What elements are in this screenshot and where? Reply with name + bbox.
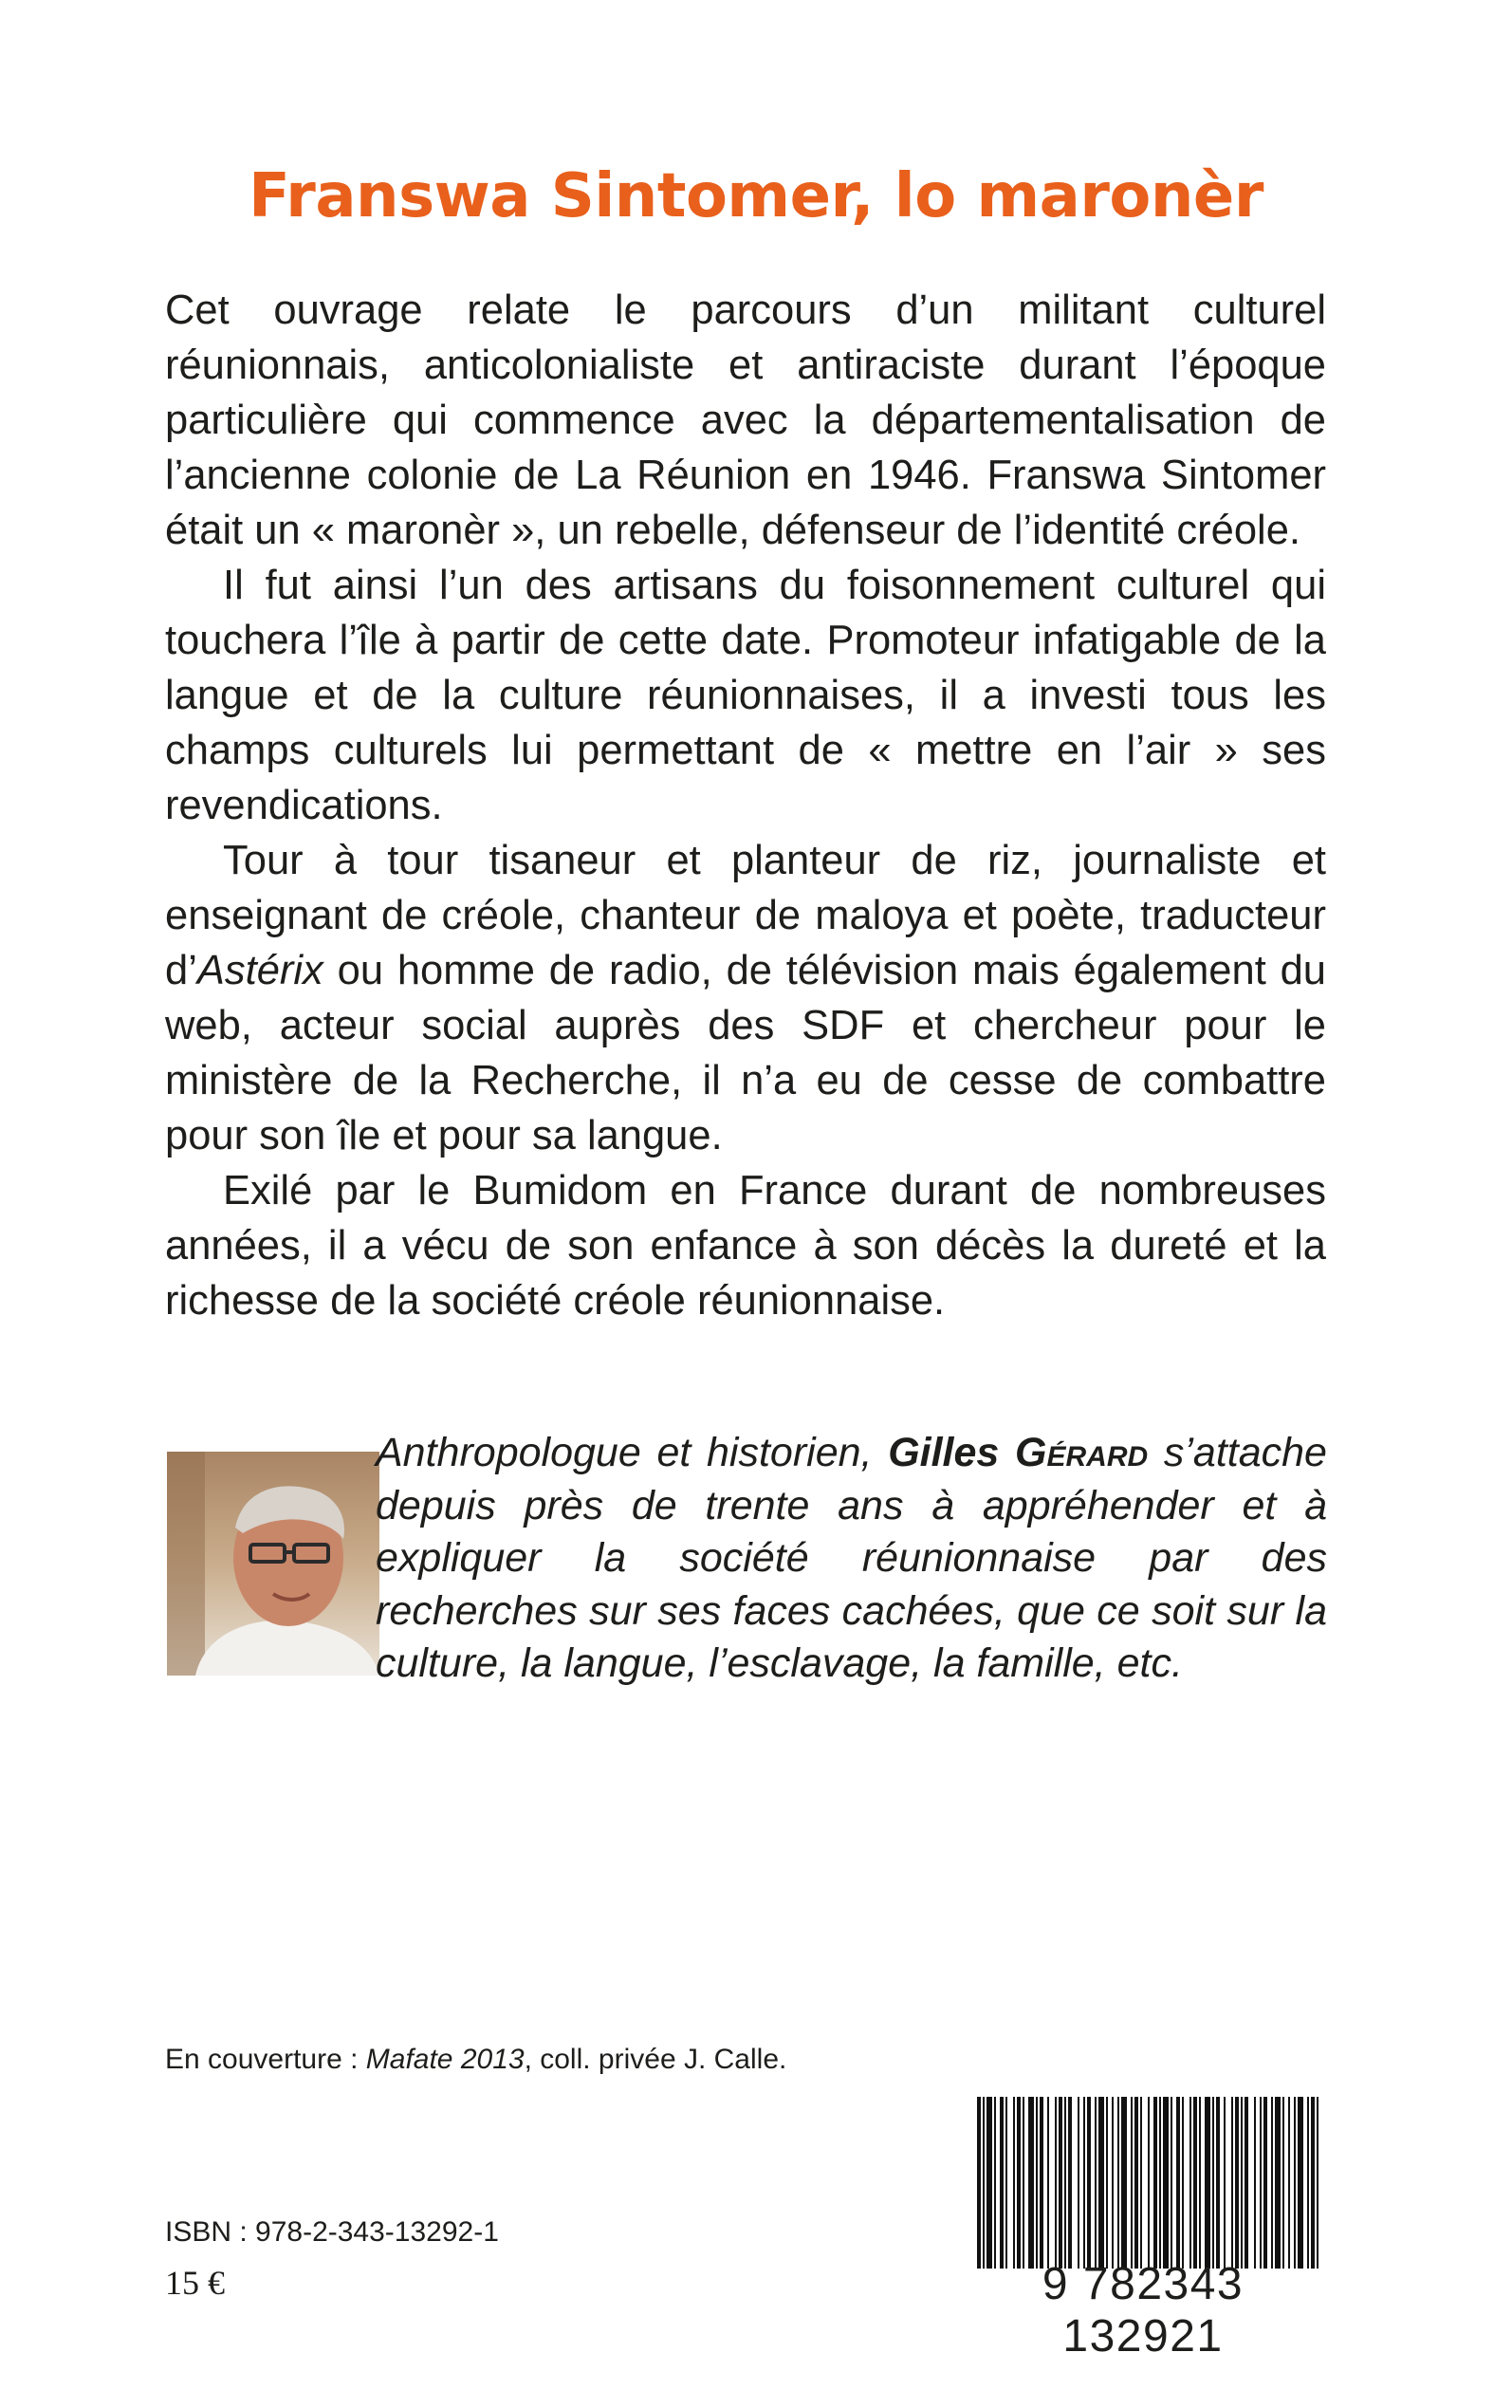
cover-credit-prefix: En couverture : — [165, 2044, 366, 2075]
asterix-title: Astérix — [196, 948, 323, 993]
author-portrait-image — [167, 1452, 379, 1676]
summary-paragraph-3 — [165, 833, 1326, 1163]
book-title: Franswa Sintomer, lo maronèr — [249, 161, 1263, 232]
author-photo — [167, 1452, 379, 1676]
barcode-digits: 9 782343 132921 — [1042, 2259, 1245, 2362]
summary-p3-text-after: ou homme de radio, de télévision mais également du web, acteur social auprès des SDF et chercheur pour le ministère de la Recherche, il n’a eu de cesse de combattre pour son île et pour sa langue. — [165, 948, 1326, 1158]
back-cover-summary — [165, 283, 1326, 1328]
summary-paragraph-2: Il fut ainsi l’un des artisans du foisonnement culturel qui touchera l’île à partir de cette date. Promoteur infatigable de la langue et de la culture réunionnaises, il a investi tous les champs culturels lui permettant de « mettre en l’air » ses revendications. — [165, 563, 1326, 828]
barcode-icon — [977, 2097, 1320, 2269]
cover-artwork-title: Mafate 2013 — [365, 2044, 525, 2075]
author-name — [888, 1430, 1148, 1475]
cover-credit-suffix: , coll. privée J. Calle. — [524, 2044, 787, 2075]
author-first-name: Gilles — [888, 1430, 1016, 1475]
summary-paragraph-4: Exilé par le Bumidom en France durant de nombreuses années, il a vécu de son enfance à son décès la dureté et la richesse de la société créole réunionnaise. — [165, 1168, 1326, 1324]
price: 15 € — [165, 2264, 225, 2302]
isbn: ISBN : 978-2-343-13292-1 — [165, 2216, 499, 2248]
author-bio-text-before: Anthropologue et historien, — [376, 1430, 889, 1475]
cover-credit — [165, 2044, 786, 2076]
summary-p3-text-before: Tour à tour tisaneur et planteur de riz, journaliste et enseignant de créole, chanteur de maloya et poète, traducteur d’ — [165, 838, 1326, 993]
author-bio-text-after: s’attache depuis près de trente ans à appréhender et à expliquer la société réunionnaise par des recherches sur ses faces cachées, que ce soit sur la culture, la langue, l’esclavage, la famille, etc. — [376, 1430, 1327, 1686]
author-last-name: Gérard — [1015, 1430, 1149, 1475]
author-bio — [376, 1427, 1327, 1691]
summary-paragraph-1: Cet ouvrage relate le parcours d’un militant culturel réunionnais, anticolonialiste et antiraciste durant l’époque particulière qui commence avec la départementalisation de l’ancienne colonie de La Réunion en 1946. Franswa Sintomer était un « maronèr », un rebelle, défenseur de l’identité créole. — [165, 287, 1326, 553]
